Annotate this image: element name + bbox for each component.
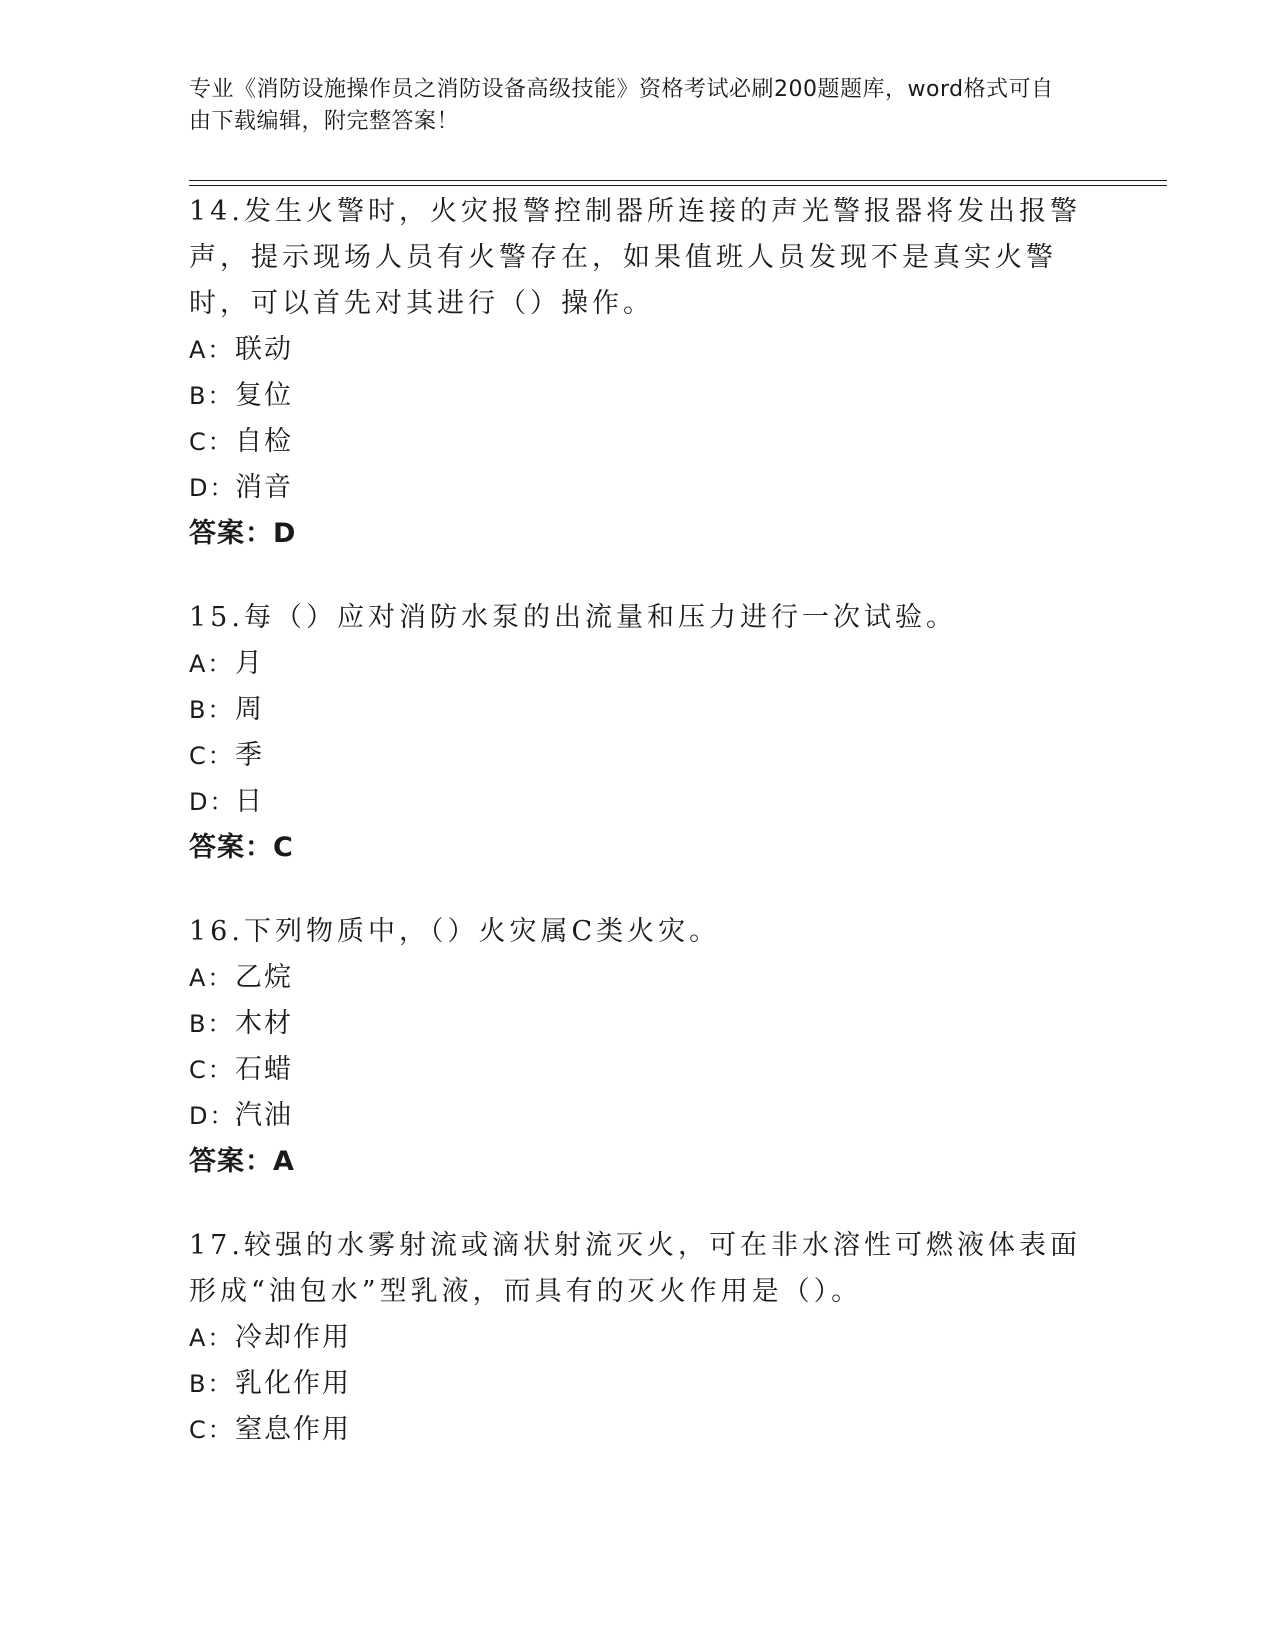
option-b [189,373,1089,419]
question-14 [189,189,1089,557]
answer-label: 答案：C [189,832,294,863]
answer-label: 答案：D [189,518,297,549]
option-text: 自检 [235,426,293,457]
option-key: B： [189,696,234,724]
question-text: 16.下列物质中，（）火灾属C类火灾。 [189,916,721,947]
option-c [189,419,1089,465]
document-header: 专业《消防设施操作员之消防设备高级技能》资格考试必刷200题题库，word格式可自由下载编辑，附完整答案！ [189,77,1054,134]
option-text: 冷却作用 [235,1322,351,1353]
option-a [189,1315,1089,1361]
header-divider-top [189,180,1167,181]
option-c [189,1407,1089,1453]
option-key: C： [189,428,234,456]
option-d [189,1093,1089,1139]
option-d [189,779,1089,825]
option-text: 石蜡 [235,1054,293,1085]
option-a [189,641,1089,687]
option-b [189,1361,1089,1407]
option-b [189,1001,1089,1047]
option-d [189,465,1089,511]
option-key: C： [189,1416,234,1444]
header-divider-bottom [189,185,1167,186]
question-15 [189,595,1089,871]
option-key: D： [189,474,236,502]
option-key: C： [189,1056,234,1084]
question-text: 14.发生火警时，火灾报警控制器所连接的声光警报器将发出报警声，提示现场人员有火警存在，如果值班人员发现不是真实火警时，可以首先对其进行（）操作。 [189,196,1081,319]
option-key: A： [189,964,234,992]
option-a [189,955,1089,1001]
question-text: 17.较强的水雾射流或滴状射流灭火，可在非水溶性可燃液体表面形成“油包水”型乳液，而具有的灭火作用是（）。 [189,1230,1081,1307]
option-text: 乙烷 [235,962,293,993]
option-text: 联动 [235,334,293,365]
option-c [189,1047,1089,1093]
question-text: 15.每（）应对消防水泵的出流量和压力进行一次试验。 [189,602,957,633]
question-16 [189,909,1089,1185]
option-b [189,687,1089,733]
option-text: 复位 [235,380,293,411]
option-key: A： [189,336,234,364]
option-key: B： [189,382,234,410]
option-key: A： [189,650,234,678]
option-key: B： [189,1010,234,1038]
option-key: C： [189,742,234,770]
option-text: 周 [235,694,264,725]
option-key: D： [189,1102,236,1130]
option-text: 消音 [235,472,293,503]
option-text: 日 [235,786,264,817]
option-text: 乳化作用 [235,1368,351,1399]
option-c [189,733,1089,779]
option-text: 季 [235,740,264,771]
option-a [189,327,1089,373]
option-text: 窒息作用 [235,1414,351,1445]
option-text: 汽油 [235,1100,293,1131]
option-text: 月 [235,648,264,679]
option-key: D： [189,788,236,816]
option-key: A： [189,1324,234,1352]
question-list [189,189,1089,1491]
question-17 [189,1223,1089,1453]
option-text: 木材 [235,1008,293,1039]
option-key: B： [189,1370,234,1398]
answer-label: 答案：A [189,1146,295,1177]
